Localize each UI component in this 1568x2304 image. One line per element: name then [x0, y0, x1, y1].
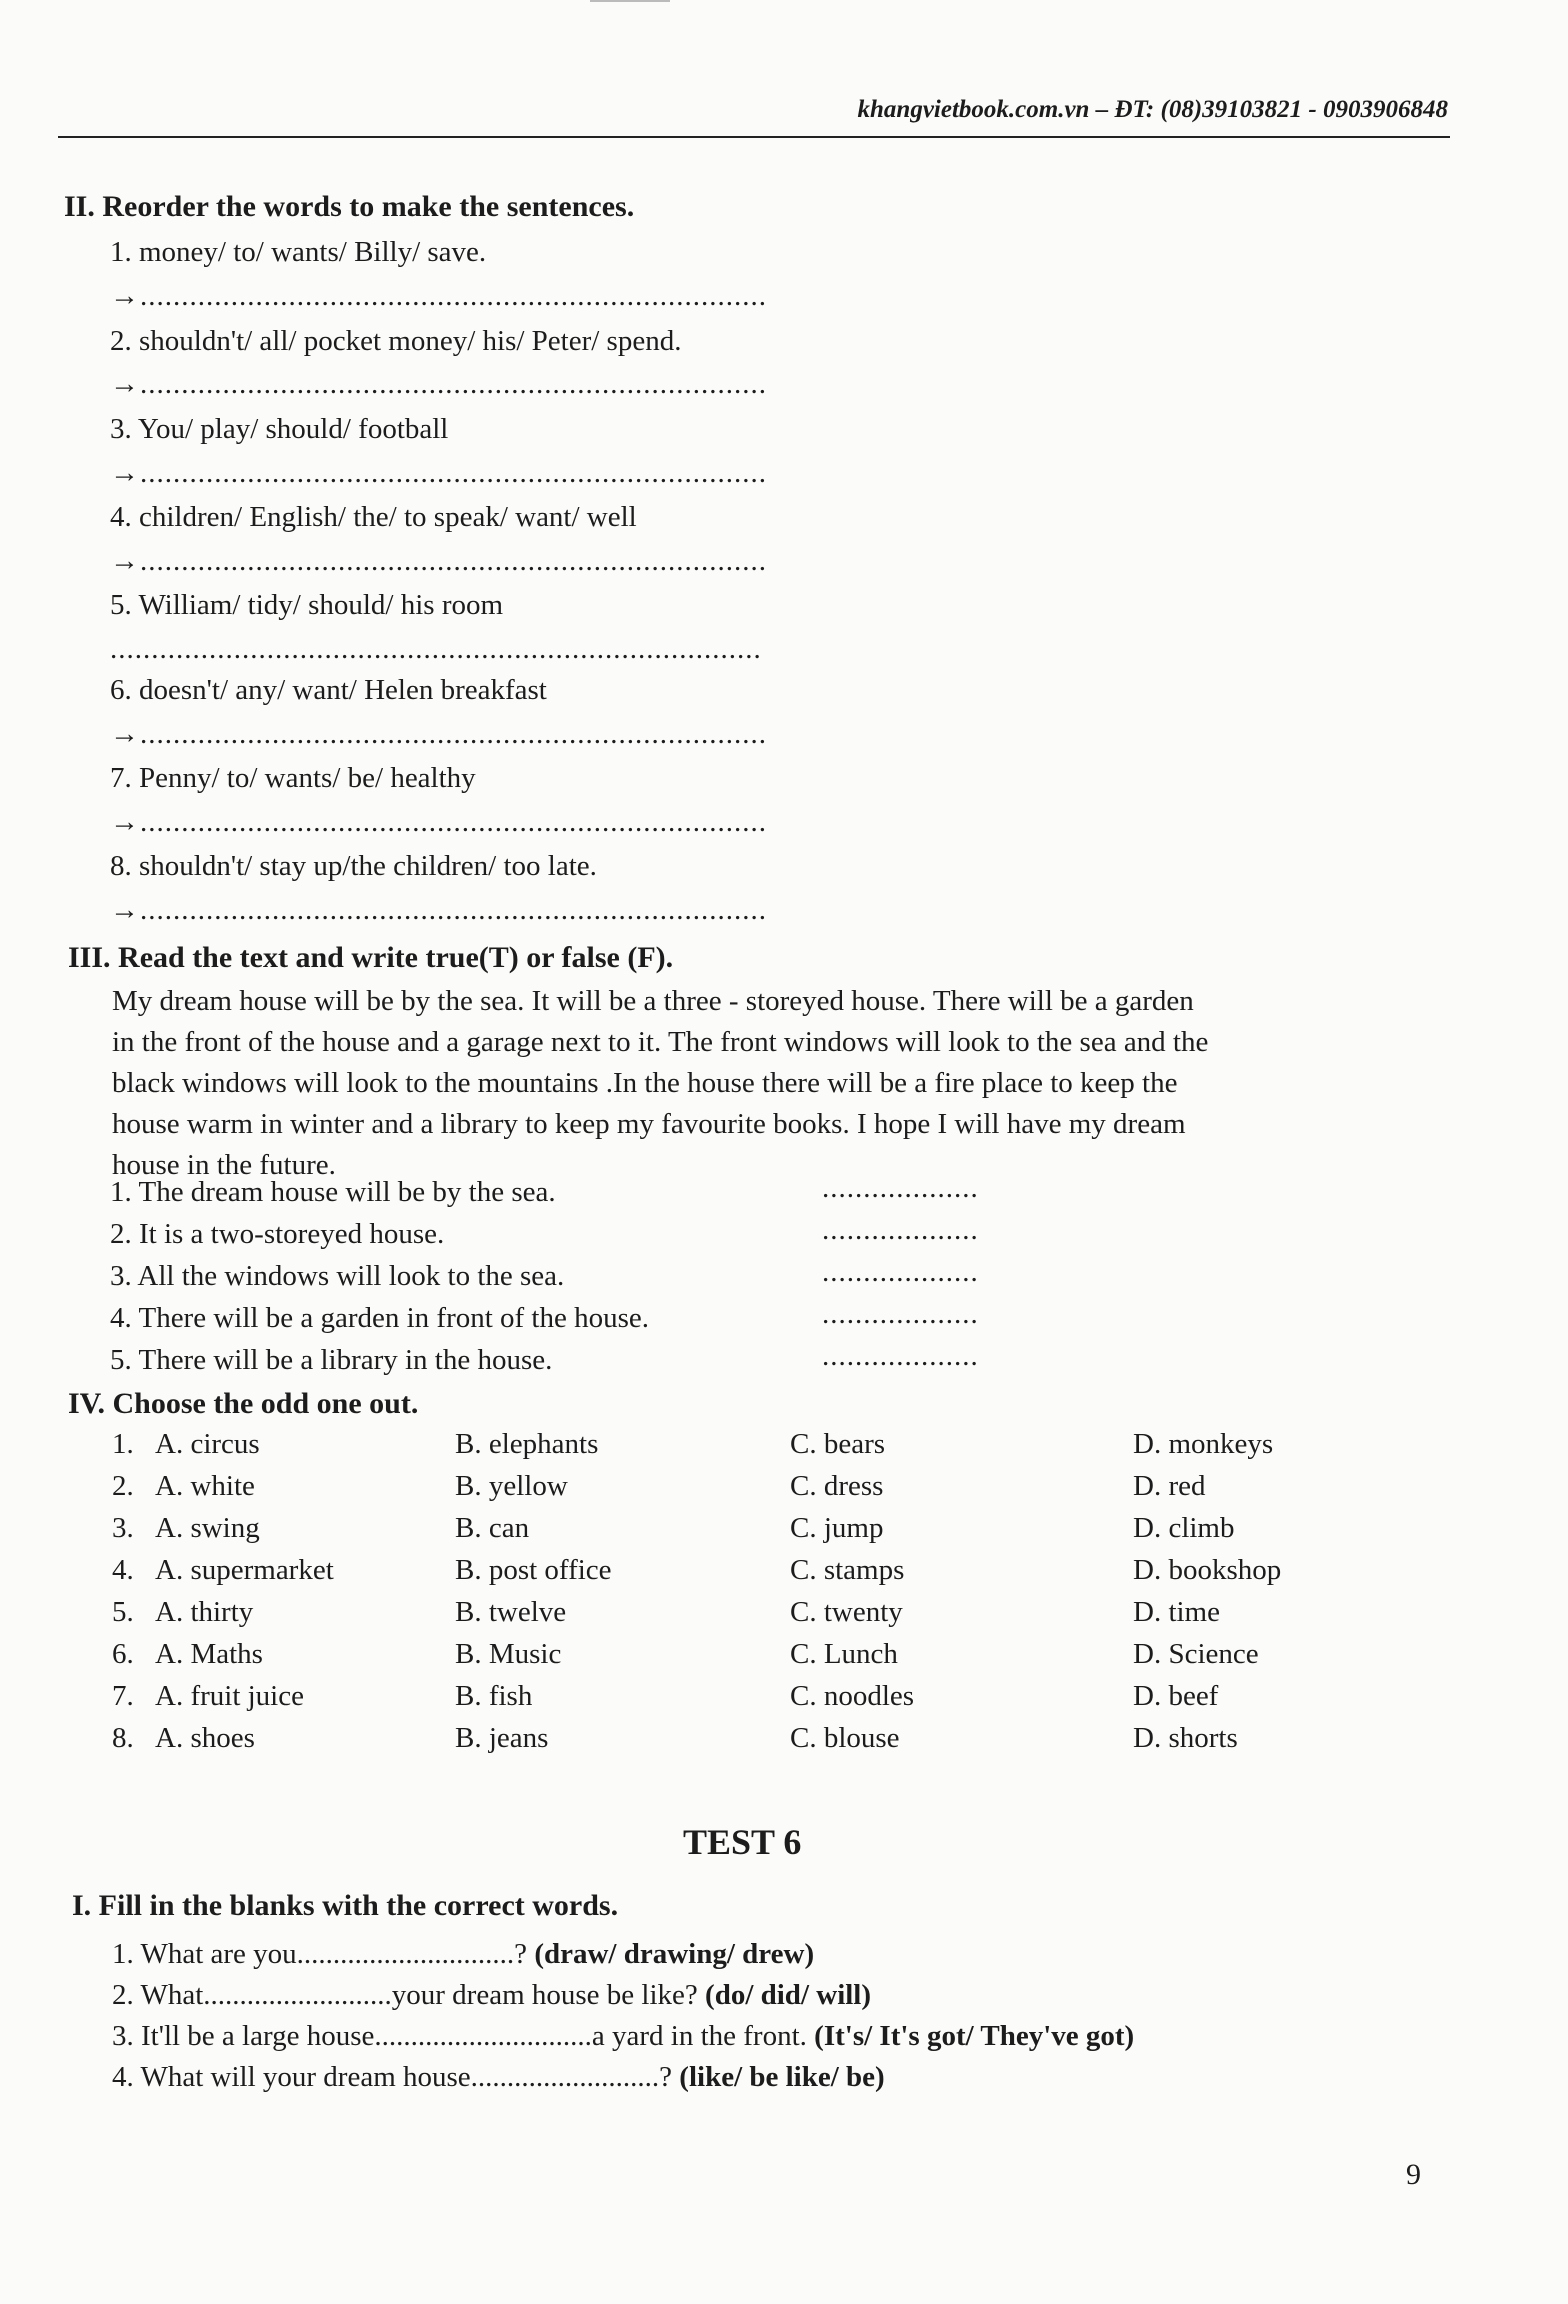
odd-row-number: 7. — [112, 1680, 134, 1712]
odd-option-c[interactable]: C. jump — [790, 1512, 884, 1544]
reorder-item-6: 6. doesn't/ any/ want/ Helen breakfast — [110, 674, 547, 706]
answer-line-8[interactable]: →............................................................................ — [110, 894, 767, 926]
header-contact: khangvietbook.com.vn – ĐT: (08)39103821 - 0903906848 — [857, 96, 1448, 123]
section-4-title: IV. Choose the odd one out. — [68, 1387, 419, 1420]
odd-option-a[interactable]: A. circus — [155, 1428, 260, 1460]
odd-option-a[interactable]: A. Maths — [155, 1638, 263, 1670]
odd-row-number: 3. — [112, 1512, 134, 1544]
odd-option-c[interactable]: C. stamps — [790, 1554, 905, 1586]
odd-row-number: 5. — [112, 1596, 134, 1628]
passage-line-5: house in the future. — [112, 1149, 336, 1181]
tf-blank-2[interactable]: ................... — [822, 1214, 979, 1246]
odd-row-number: 1. — [112, 1428, 134, 1460]
odd-option-a[interactable]: A. thirty — [155, 1596, 254, 1628]
fill-item-2-text[interactable]: 2. What..........................your dream house be like? — [112, 1979, 698, 2011]
reorder-item-3: 3. You/ play/ should/ football — [110, 413, 449, 445]
header-rule — [58, 136, 1450, 138]
statement-4: 4. There will be a garden in front of the house. — [110, 1302, 650, 1334]
test-6-section-1-title: I. Fill in the blanks with the correct words. — [72, 1889, 619, 1922]
section-2-title: II. Reorder the words to make the sentences. — [64, 190, 635, 223]
odd-row-number: 4. — [112, 1554, 134, 1586]
odd-option-c[interactable]: C. Lunch — [790, 1638, 898, 1670]
odd-row-number: 8. — [112, 1722, 134, 1754]
odd-option-a[interactable]: A. swing — [155, 1512, 260, 1544]
tf-blank-1[interactable]: ................... — [822, 1172, 979, 1204]
top-edge-mark — [590, 0, 670, 2]
passage-line-1: My dream house will be by the sea. It will be a three - storeyed house. There will be a garden — [112, 985, 1194, 1017]
fill-item-4-options: (like/ be like/ be) — [672, 2061, 885, 2093]
odd-row-number: 6. — [112, 1638, 134, 1670]
odd-option-b[interactable]: B. Music — [455, 1638, 562, 1670]
fill-item-2 — [112, 1979, 871, 2012]
answer-line-6[interactable]: →............................................................................ — [110, 718, 767, 750]
answer-line-2[interactable]: →............................................................................ — [110, 368, 767, 400]
odd-option-b[interactable]: B. can — [455, 1512, 530, 1544]
tf-blank-5[interactable]: ................... — [822, 1340, 979, 1372]
odd-option-b[interactable]: B. post office — [455, 1554, 612, 1586]
answer-line-7[interactable]: →............................................................................ — [110, 806, 767, 838]
tf-blank-4[interactable]: ................... — [822, 1298, 979, 1330]
odd-option-c[interactable]: C. blouse — [790, 1722, 900, 1754]
tf-blank-3[interactable]: ................... — [822, 1256, 979, 1288]
odd-option-d[interactable]: D. bookshop — [1133, 1554, 1282, 1586]
answer-line-5[interactable]: ............................................................................... — [110, 633, 762, 665]
odd-option-c[interactable]: C. dress — [790, 1470, 884, 1502]
odd-option-d[interactable]: D. shorts — [1133, 1722, 1238, 1754]
odd-option-c[interactable]: C. twenty — [790, 1596, 903, 1628]
odd-option-a[interactable]: A. fruit juice — [155, 1680, 304, 1712]
fill-item-4 — [112, 2061, 885, 2094]
test-6-title: TEST 6 — [683, 1822, 802, 1862]
odd-option-d[interactable]: D. beef — [1133, 1680, 1219, 1712]
fill-item-3 — [112, 2020, 1134, 2053]
fill-item-2-options: (do/ did/ will) — [697, 1979, 872, 2011]
odd-option-a[interactable]: A. supermarket — [155, 1554, 334, 1586]
reorder-item-5: 5. William/ tidy/ should/ his room — [110, 589, 504, 621]
answer-line-4[interactable]: →............................................................................ — [110, 545, 767, 577]
odd-option-d[interactable]: D. time — [1133, 1596, 1220, 1628]
statement-5: 5. There will be a library in the house. — [110, 1344, 553, 1376]
fill-item-1-options: (draw/ drawing/ drew) — [527, 1938, 815, 1970]
fill-item-1-text[interactable]: 1. What are you..............................? — [112, 1938, 528, 1970]
odd-option-c[interactable]: C. noodles — [790, 1680, 915, 1712]
reorder-item-4: 4. children/ English/ the/ to speak/ want/ well — [110, 501, 637, 533]
section-3-title: III. Read the text and write true(T) or false (F). — [68, 941, 674, 974]
odd-option-b[interactable]: B. twelve — [455, 1596, 567, 1628]
passage-line-2: in the front of the house and a garage next to it. The front windows will look to the sea and the — [112, 1026, 1209, 1058]
statement-1: 1. The dream house will be by the sea. — [110, 1176, 556, 1208]
passage-line-3: black windows will look to the mountains .In the house there will be a fire place to keep the — [112, 1067, 1178, 1099]
odd-row-number: 2. — [112, 1470, 134, 1502]
reorder-item-7: 7. Penny/ to/ wants/ be/ healthy — [110, 762, 476, 794]
statement-2: 2. It is a two-storeyed house. — [110, 1218, 445, 1250]
reorder-item-8: 8. shouldn't/ stay up/the children/ too late. — [110, 850, 597, 882]
odd-option-a[interactable]: A. white — [155, 1470, 255, 1502]
fill-item-1 — [112, 1938, 814, 1971]
reorder-item-1: 1. money/ to/ wants/ Billy/ save. — [110, 236, 487, 268]
passage-line-4: house warm in winter and a library to keep my favourite books. I hope I will have my dream — [112, 1108, 1186, 1140]
fill-item-4-text[interactable]: 4. What will your dream house..........................? — [112, 2061, 673, 2093]
odd-option-b[interactable]: B. elephants — [455, 1428, 599, 1460]
odd-option-d[interactable]: D. red — [1133, 1470, 1206, 1502]
odd-option-d[interactable]: D. climb — [1133, 1512, 1235, 1544]
answer-line-1[interactable]: →............................................................................ — [110, 280, 767, 312]
odd-option-c[interactable]: C. bears — [790, 1428, 886, 1460]
odd-option-d[interactable]: D. monkeys — [1133, 1428, 1274, 1460]
odd-option-b[interactable]: B. jeans — [455, 1722, 549, 1754]
page-number: 9 — [1406, 2158, 1421, 2191]
statement-3: 3. All the windows will look to the sea. — [110, 1260, 565, 1292]
reorder-item-2: 2. shouldn't/ all/ pocket money/ his/ Peter/ spend. — [110, 325, 682, 357]
odd-option-b[interactable]: B. yellow — [455, 1470, 568, 1502]
fill-item-3-options: (It's/ It's got/ They've got) — [806, 2020, 1135, 2052]
odd-option-a[interactable]: A. shoes — [155, 1722, 255, 1754]
fill-item-3-text[interactable]: 3. It'll be a large house..............................a yard in the front. — [112, 2020, 807, 2052]
odd-option-b[interactable]: B. fish — [455, 1680, 533, 1712]
odd-option-d[interactable]: D. Science — [1133, 1638, 1259, 1670]
answer-line-3[interactable]: →............................................................................ — [110, 457, 767, 489]
